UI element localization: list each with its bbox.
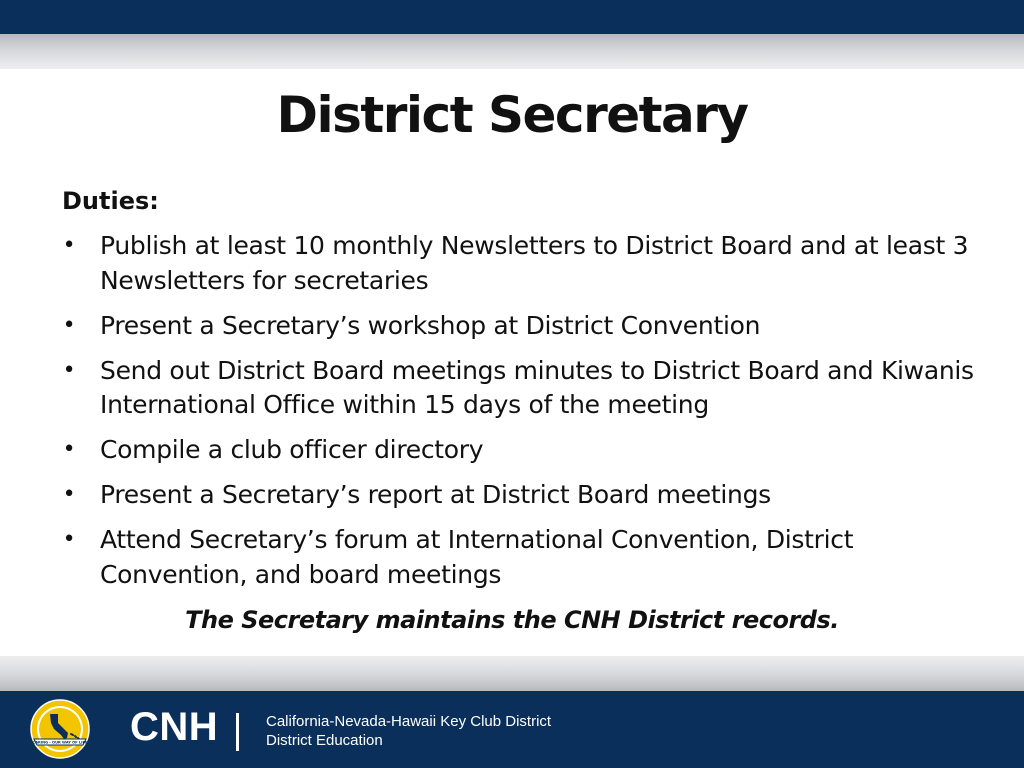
- list-item: [58, 523, 978, 592]
- list-item: [58, 309, 978, 344]
- slide-title: District Secretary: [276, 86, 748, 144]
- list-item-text: Publish at least 10 monthly Newsletters to District Board and at least 3 Newsletters for secretaries: [100, 231, 969, 295]
- bottom-gray-band: [0, 656, 1024, 691]
- key-club-seal-icon: [28, 699, 92, 761]
- list-item-text: Present a Secretary’s report at District Board meetings: [100, 480, 771, 509]
- bullet-icon: •: [62, 233, 76, 258]
- list-item-text: Compile a club officer directory: [100, 435, 484, 464]
- closing-statement: The Secretary maintains the CNH District records.: [185, 606, 839, 634]
- bullet-icon: •: [62, 437, 76, 462]
- top-navy-bar: [0, 0, 1024, 34]
- brand-name: CNH: [130, 705, 219, 749]
- footer-bar: [0, 691, 1024, 768]
- bullet-icon: •: [62, 312, 76, 338]
- bullet-icon: •: [62, 357, 76, 383]
- list-item: [58, 433, 978, 468]
- footer-subtitle: District Education: [266, 732, 383, 749]
- list-item: [58, 229, 978, 298]
- list-item-text: Send out District Board meetings minutes to District Board and Kiwanis International Office within 15 days of the meeting: [100, 355, 974, 419]
- duties-label: Duties:: [62, 187, 159, 215]
- list-item: [58, 354, 978, 423]
- brand-divider: [236, 713, 239, 751]
- footer-district-name: California-Nevada-Hawaii Key Club District: [266, 713, 552, 730]
- footer-caption: [266, 712, 551, 750]
- bullet-icon: •: [62, 482, 76, 507]
- bullet-icon: •: [62, 527, 76, 552]
- duties-list: [58, 229, 978, 603]
- list-item: [58, 478, 978, 513]
- logo-text: CARING - OUR WAY OF LIFE: [32, 740, 88, 745]
- list-item-text: Attend Secretary’s forum at International Convention, District Convention, and board meetings: [100, 525, 854, 589]
- list-item-text: Present a Secretary’s workshop at District Convention: [100, 310, 761, 340]
- top-gray-band: [0, 34, 1024, 69]
